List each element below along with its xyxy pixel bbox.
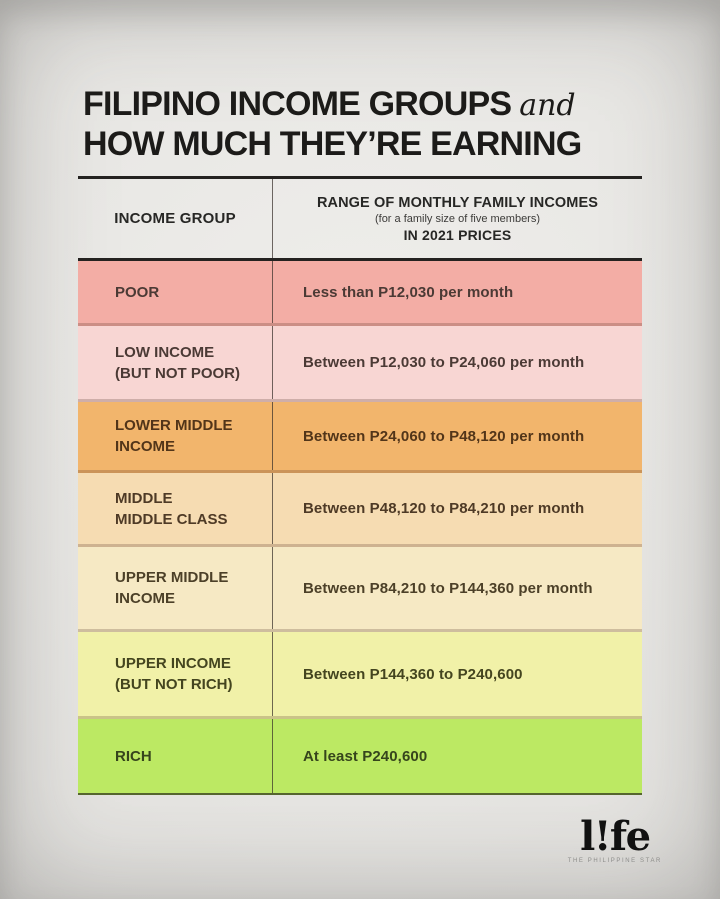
title-line-2: HOW MUCH THEY’RE EARNING xyxy=(83,125,582,163)
philippine-star-tagline: THE PHILIPPINE STAR xyxy=(567,858,662,864)
page-title xyxy=(83,85,581,164)
income-group-cell xyxy=(78,326,273,399)
table-body xyxy=(78,261,642,795)
income-group-cell xyxy=(78,547,273,629)
title-and-word: and xyxy=(519,88,576,123)
table-row xyxy=(78,719,642,795)
income-group-label-line: LOWER MIDDLE xyxy=(115,417,233,434)
income-group-label-line: RICH xyxy=(115,747,152,765)
income-range-cell: At least P240,600 xyxy=(303,747,428,765)
header-range-subtitle: (for a family size of five members) xyxy=(374,212,541,225)
income-group-cell xyxy=(78,473,273,544)
income-group-cell xyxy=(78,719,273,793)
income-group-label-line: INCOME xyxy=(115,438,175,455)
income-range-cell: Between P12,030 to P24,060 per month xyxy=(303,354,585,371)
income-group-cell xyxy=(78,632,273,716)
table-row xyxy=(78,402,642,473)
header-range-year: IN 2021 PRICES xyxy=(403,226,512,243)
publisher-logo xyxy=(567,813,662,864)
header-range-title: RANGE OF MONTHLY FAMILY INCOMES xyxy=(316,194,599,211)
life-logo-wordmark: l!fe xyxy=(580,813,650,860)
table-row xyxy=(78,473,642,547)
income-group-label-line: MIDDLE CLASS xyxy=(115,510,228,528)
title-line-1 xyxy=(83,85,581,125)
income-range-cell: Between P24,060 to P48,120 per month xyxy=(303,427,585,445)
income-group-label-line: UPPER MIDDLE xyxy=(115,569,229,586)
title-line-1-text: FILIPINO INCOME GROUPS xyxy=(83,85,512,123)
income-table xyxy=(78,176,642,795)
table-header-row xyxy=(78,179,642,261)
income-group-label-line: INCOME xyxy=(115,590,175,607)
table-row xyxy=(78,326,642,402)
income-group-label-line: (BUT NOT RICH) xyxy=(115,676,233,693)
income-group-cell xyxy=(78,402,273,470)
income-group-label-line: MIDDLE xyxy=(115,489,173,507)
income-range-cell: Between P144,360 to P240,600 xyxy=(303,665,523,683)
income-range-cell: Less than P12,030 per month xyxy=(303,283,514,301)
table-row xyxy=(78,547,642,632)
header-income-group: INCOME GROUP xyxy=(78,179,273,258)
table-row xyxy=(78,632,642,719)
income-group-label-line: POOR xyxy=(115,283,160,301)
table-row xyxy=(78,261,642,326)
income-group-label-line: (BUT NOT POOR) xyxy=(115,364,240,382)
income-range-cell: Between P84,210 to P144,360 per month xyxy=(303,579,593,597)
income-range-cell: Between P48,120 to P84,210 per month xyxy=(303,500,585,517)
income-group-label-line: LOW INCOME xyxy=(115,343,215,361)
income-group-cell xyxy=(78,261,273,323)
header-income-range xyxy=(273,179,642,258)
income-group-label-line: UPPER INCOME xyxy=(115,655,231,672)
